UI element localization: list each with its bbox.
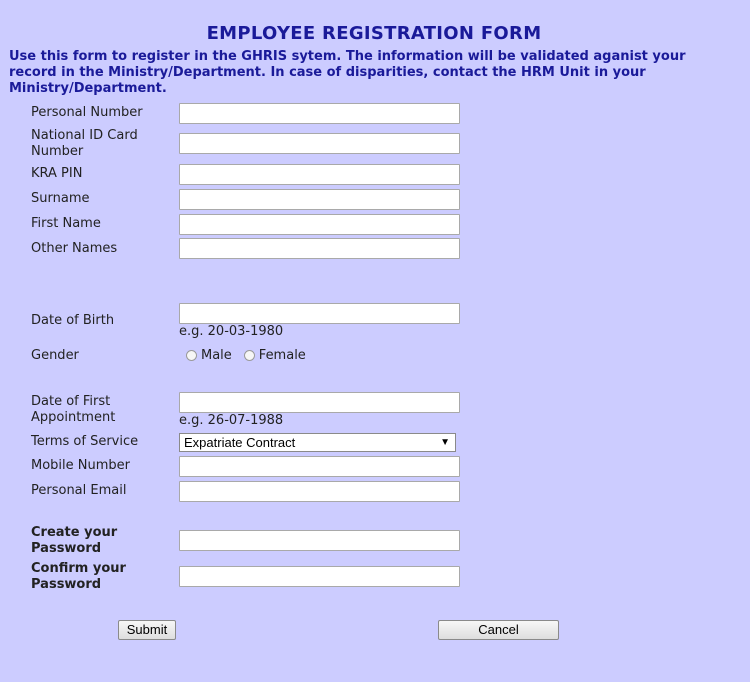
- dropdown-arrow-icon[interactable]: ▼: [440, 437, 450, 448]
- mobile-number-input[interactable]: [179, 456, 460, 477]
- personal-number-label: Personal Number: [31, 105, 143, 120]
- kra-pin-input[interactable]: [179, 164, 460, 185]
- personal-email-label: Personal Email: [31, 483, 127, 498]
- gender-female-option[interactable]: [244, 348, 306, 363]
- create-password-label: Create your Password: [31, 525, 118, 556]
- confirm-password-input[interactable]: [179, 566, 460, 587]
- mobile-number-label: Mobile Number: [31, 458, 130, 473]
- dob-label: Date of Birth: [31, 313, 115, 328]
- terms-of-service-value: Expatriate Contract: [184, 435, 296, 450]
- gender-label: Gender: [31, 348, 79, 363]
- national-id-label: National ID Card Number: [31, 128, 138, 159]
- first-appointment-label: Date of First Appointment: [31, 394, 116, 425]
- create-password-input[interactable]: [179, 530, 460, 551]
- gender-male-option[interactable]: [186, 348, 232, 363]
- gender-radio-group: [186, 348, 318, 363]
- female-radio[interactable]: [244, 350, 255, 361]
- cancel-button[interactable]: Cancel: [438, 620, 559, 640]
- first-appointment-input[interactable]: [179, 392, 460, 413]
- page-title: EMPLOYEE REGISTRATION FORM: [206, 23, 542, 44]
- surname-label: Surname: [31, 191, 90, 206]
- terms-of-service-label: Terms of Service: [31, 434, 139, 449]
- surname-input[interactable]: [179, 189, 460, 210]
- male-radio[interactable]: [186, 350, 197, 361]
- dob-input[interactable]: [179, 303, 460, 324]
- terms-of-service-select[interactable]: [179, 433, 456, 452]
- other-names-input[interactable]: [179, 238, 460, 259]
- intro-text: Use this form to register in the GHRIS sytem. The information will be validated aganist your record in the Ministry/Department. In case of disparities, contact the HRM Unit in your Ministry/Department.: [9, 49, 686, 96]
- personal-number-input[interactable]: [179, 103, 460, 124]
- kra-pin-label: KRA PIN: [31, 166, 83, 181]
- first-name-input[interactable]: [179, 214, 460, 235]
- dob-hint: e.g. 20-03-1980: [179, 324, 284, 339]
- first-appointment-hint: e.g. 26-07-1988: [179, 413, 284, 428]
- other-names-label: Other Names: [31, 241, 118, 256]
- female-radio-label: Female: [258, 348, 306, 363]
- national-id-input[interactable]: [179, 133, 460, 154]
- personal-email-input[interactable]: [179, 481, 460, 502]
- submit-button[interactable]: Submit: [118, 620, 176, 640]
- confirm-password-label: Confirm your Password: [31, 561, 126, 592]
- first-name-label: First Name: [31, 216, 101, 231]
- male-radio-label: Male: [201, 348, 232, 363]
